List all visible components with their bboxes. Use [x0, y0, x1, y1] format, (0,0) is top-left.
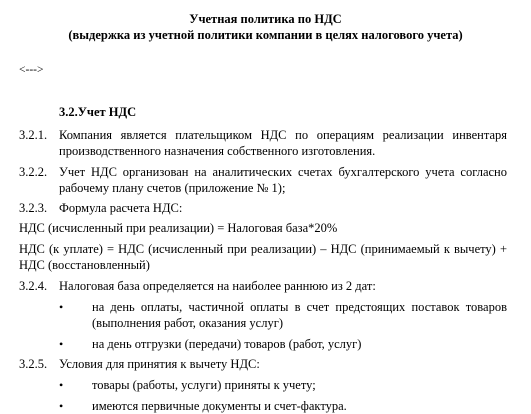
item-text-line: производственного назначения собственного изготовления. [59, 144, 376, 158]
bullet-text [92, 377, 507, 393]
document-subtitle: (выдержка из учетной политики компании в целях налогового учета) [68, 28, 463, 42]
bullet-icon: • [59, 300, 64, 314]
omission-mark: <---> [19, 64, 44, 76]
formula-line: НДС (к уплате) = НДС (исчисленный при реализации) – НДС (принимаемый к вычету) + [19, 242, 507, 256]
item-text [59, 200, 507, 216]
item-text-line: Учет НДС организован на аналитических счетах бухгалтерского учета согласно [59, 165, 507, 179]
bullet-icon: • [59, 337, 64, 351]
bullet-icon: • [59, 378, 64, 392]
formula-line: НДС (восстановленный) [19, 258, 150, 272]
item-text-line: Компания является плательщиком НДС по операциям реализации инвентаря [59, 128, 507, 142]
item-text [59, 164, 507, 196]
item-text-line: рабочему плану счетов (приложение № 1); [59, 181, 286, 195]
formula-vat-payable [19, 241, 507, 273]
bullet-icon: • [59, 399, 64, 413]
bullet-text-line: товары (работы, услуги) приняты к учету; [92, 378, 316, 392]
item-text-line: Налоговая база определяется на наиболее раннюю из 2 дат: [59, 279, 376, 293]
formula-line: НДС (исчисленный при реализации) = Налоговая база*20% [19, 221, 338, 235]
item-number: 3.2.1. [19, 128, 48, 142]
item-number: 3.2.4. [19, 279, 48, 293]
bullet-text [92, 299, 507, 331]
document-title: Учетная политика по НДС [189, 12, 342, 26]
item-number: 3.2.2. [19, 165, 48, 179]
item-text [59, 356, 507, 372]
formula-vat-calculated [19, 220, 507, 236]
item-text-line: Формула расчета НДС: [59, 201, 183, 215]
item-text [59, 278, 507, 294]
item-number: 3.2.3. [19, 201, 48, 215]
item-text-line: Условия для принятия к вычету НДС: [59, 357, 260, 371]
item-text [59, 127, 507, 159]
bullet-text-line: имеются первичные документы и счет-фактура. [92, 399, 347, 413]
bullet-text-line: (выполнения работ, оказания услуг) [92, 316, 283, 330]
bullet-text-line: на день отгрузки (передачи) товаров (работ, услуг) [92, 337, 362, 351]
bullet-text [92, 398, 507, 414]
bullet-text-line: на день оплаты, частичной оплаты в счет предстоящих поставок товаров [92, 300, 507, 314]
bullet-text [92, 336, 507, 352]
item-number: 3.2.5. [19, 357, 48, 371]
section-heading: 3.2.Учет НДС [59, 105, 137, 119]
